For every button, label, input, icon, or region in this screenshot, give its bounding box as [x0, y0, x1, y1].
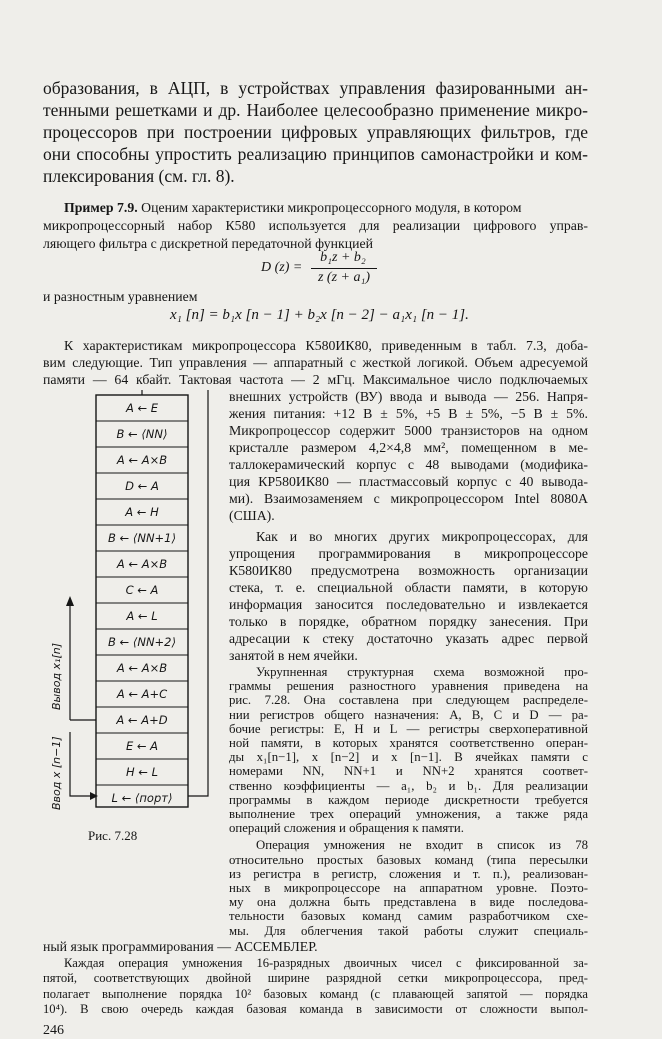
text-line: микропроцессорный набор К580 используется для реализации цифрового управ- [43, 218, 588, 233]
text-line: внешних устройств (ВУ) ввода и вывода — 256. Напря- [229, 389, 588, 404]
text-line: (США). [229, 508, 275, 523]
figure-caption: Рис. 7.28 [88, 828, 138, 843]
text-line: вим следующие. Тип управления — аппаратный с жесткой логикой. Объем адресуемой [43, 355, 588, 370]
text-line: пятой, соответствующих двойной ширине разрядной сетки микропроцессора, пред- [43, 971, 588, 986]
text-line: К580ИК80 предусмотрена возможность организации [229, 563, 588, 578]
diagram-cell: B ← ⟨NN+2⟩ [108, 635, 176, 649]
example-first-line [64, 199, 588, 217]
diagram-cell: A ← A+C [116, 687, 168, 701]
text-line: рис. 7.28. Она составлена при следующем распределе- [229, 693, 588, 708]
text-line: Укрупненная структурная схема возможной про- [256, 665, 588, 679]
text-line: му она должна быть представлена в виде последова- [229, 895, 588, 910]
diagram-cell: D ← A [125, 479, 159, 493]
text-line: стека, т. е. специальной области памяти, в которую [229, 580, 588, 595]
fraction-bar [311, 268, 377, 269]
text-line: процессоров при построении цифровых управляющих фильтров, где [43, 122, 588, 142]
text-line: относительно простых базовых команд (типа пересылки [229, 852, 588, 867]
text-line: ной памяти, в которых хранятся соответственно операн- [229, 736, 588, 750]
text-line: памяти — 64 кбайт. Тактовая частота — 2 мГц. Максимальное число подключаемых [43, 372, 588, 387]
text-line: тельности базовых команд самим разработчиком схе- [229, 909, 588, 924]
text-line: Как и во многих других микропроцессорах, для [256, 529, 588, 544]
example-label: Пример 7.9. [64, 200, 138, 215]
diagram-cell: A ← A×B [116, 557, 168, 571]
text-line: занятой в нем ячейки. [229, 648, 358, 663]
text-line: ми). Взаимозаменяем с микропроцессором Intel 8080А [229, 491, 588, 506]
formula-lhs: D (z) = [261, 260, 303, 275]
text-line: жения питания: +12 В ± 5%, +5 В ± 5%, −5 В ± 5%. [229, 406, 588, 421]
formula-numerator: b₁z + b₂ [320, 250, 366, 265]
diagram-cell: B ← ⟨NN+1⟩ [108, 531, 176, 545]
diagram-cell: A ← L [126, 609, 158, 623]
text-line: упрощения программирования в микропроцессоре [229, 546, 588, 561]
text-line: они способны упростить реализацию принципов самонастройки и ком- [43, 144, 588, 164]
text-line: только в порядке, обратном порядку занесения. При [229, 614, 588, 629]
text-line: полагает выполнение порядка 10² базовых команд (с плавающей запятой — порядка [43, 986, 588, 1001]
diagram-cell: E ← A [125, 739, 159, 753]
diagram-cell: A ← H [125, 505, 159, 519]
text-line: К характеристикам микропроцессора К580ИК80, приведенным в табл. 7.3, доба- [64, 338, 588, 353]
formula-denominator: z (z + a₁) [317, 270, 371, 285]
text-line: ды x₁[n−1], x [n−2] и x [n−1]. В ячейках памяти с [229, 750, 588, 765]
text-line: плексирования (см. гл. 8). [43, 166, 235, 186]
text-line: из регистра в регистр, сложения и т. п.), реализован- [229, 866, 588, 881]
diagram-cell: L ← ⟨порт⟩ [111, 791, 173, 805]
text-line: ция КР580ИК80 — пластмассовый корпус с 40 вывода- [229, 474, 588, 489]
text-line: граммы решения разностного уравнения приведена на [229, 679, 588, 694]
text-line: образования, в АЦП, в устройствах управления фазированными ан- [43, 78, 588, 98]
diagram-cell: A ← A×B [116, 661, 168, 675]
diagram-cell: A ← A×B [116, 453, 168, 467]
text-line: Каждая операция умножения 16-разрядных двоичных чисел с фиксированной за- [64, 955, 588, 970]
diagram-cell: A ← E [125, 401, 159, 415]
output-label: Вывод x₁[n] [50, 642, 63, 710]
text-line: Оценим характеристики микропроцессорного модуля, в котором [137, 200, 522, 215]
text-line: Операция умножения не входит в список из 78 [256, 838, 588, 853]
text-line: выполнение трех операций умножения, а также ряда [229, 807, 588, 821]
input-label: Ввод x [n−1] [50, 736, 63, 810]
text-line: ляющего фильтра с дискретной передаточной функцией [43, 236, 373, 251]
text-line: тенными решетками и др. Наиболее целесообразно применение микро- [43, 100, 588, 120]
text-line: номерами NN, NN+1 и NN+2 хранятся соответ- [229, 764, 588, 779]
text-line: операций сложения и обращения к памяти. [229, 821, 464, 836]
diagram-cell: A ← A+D [116, 713, 168, 727]
text-line: программы в каждом периоде дискретности требуется [229, 792, 588, 807]
page-number: 246 [43, 1022, 64, 1038]
text-line: таллокерамический корпус с 48 выводами (модифика- [229, 457, 588, 472]
text-line: ных в микропроцессоре на аппаратном уровне. Поэто- [229, 881, 588, 895]
difference-equation: x₁ [n] = b₁x [n − 1] + b₂x [n − 2] − a₁x₁ [n − 1]. [170, 307, 469, 323]
text-line: и разностным уравнением [43, 289, 198, 304]
diagram-cell: B ← ⟨NN⟩ [116, 427, 168, 441]
text-line: кристалле размером 4,2×4,8 мм², помещенном в ме- [229, 440, 588, 455]
diagram-cell: H ← L [125, 765, 158, 779]
flow-diagram [40, 390, 220, 820]
text-line: нии регистров общего назначения: A, B, C и D — ра- [229, 707, 588, 722]
text-line: ный язык программирования — АССЕМБЛЕР. [43, 938, 318, 954]
text-line: мы. Для облегчения такой работы служит специаль- [229, 923, 588, 938]
diagram-cell: C ← A [125, 583, 159, 597]
text-line: ственно коэффициенты — a₁, b₂ и b₁. Для реализации [229, 778, 588, 793]
text-line: адресации к стеку достаточно указать адрес первой [229, 631, 588, 646]
text-line: 10⁴). В свою очередь каждая базовая команда в зависимости от сложности выпол- [43, 1002, 588, 1017]
text-line: информация заносится последовательно и извлекается [229, 597, 588, 612]
text-line: Микропроцессор содержит 5000 транзисторов на одном [229, 423, 588, 438]
text-line: бочие регистры: E, H и L — регистры сверхоперативной [229, 721, 588, 736]
